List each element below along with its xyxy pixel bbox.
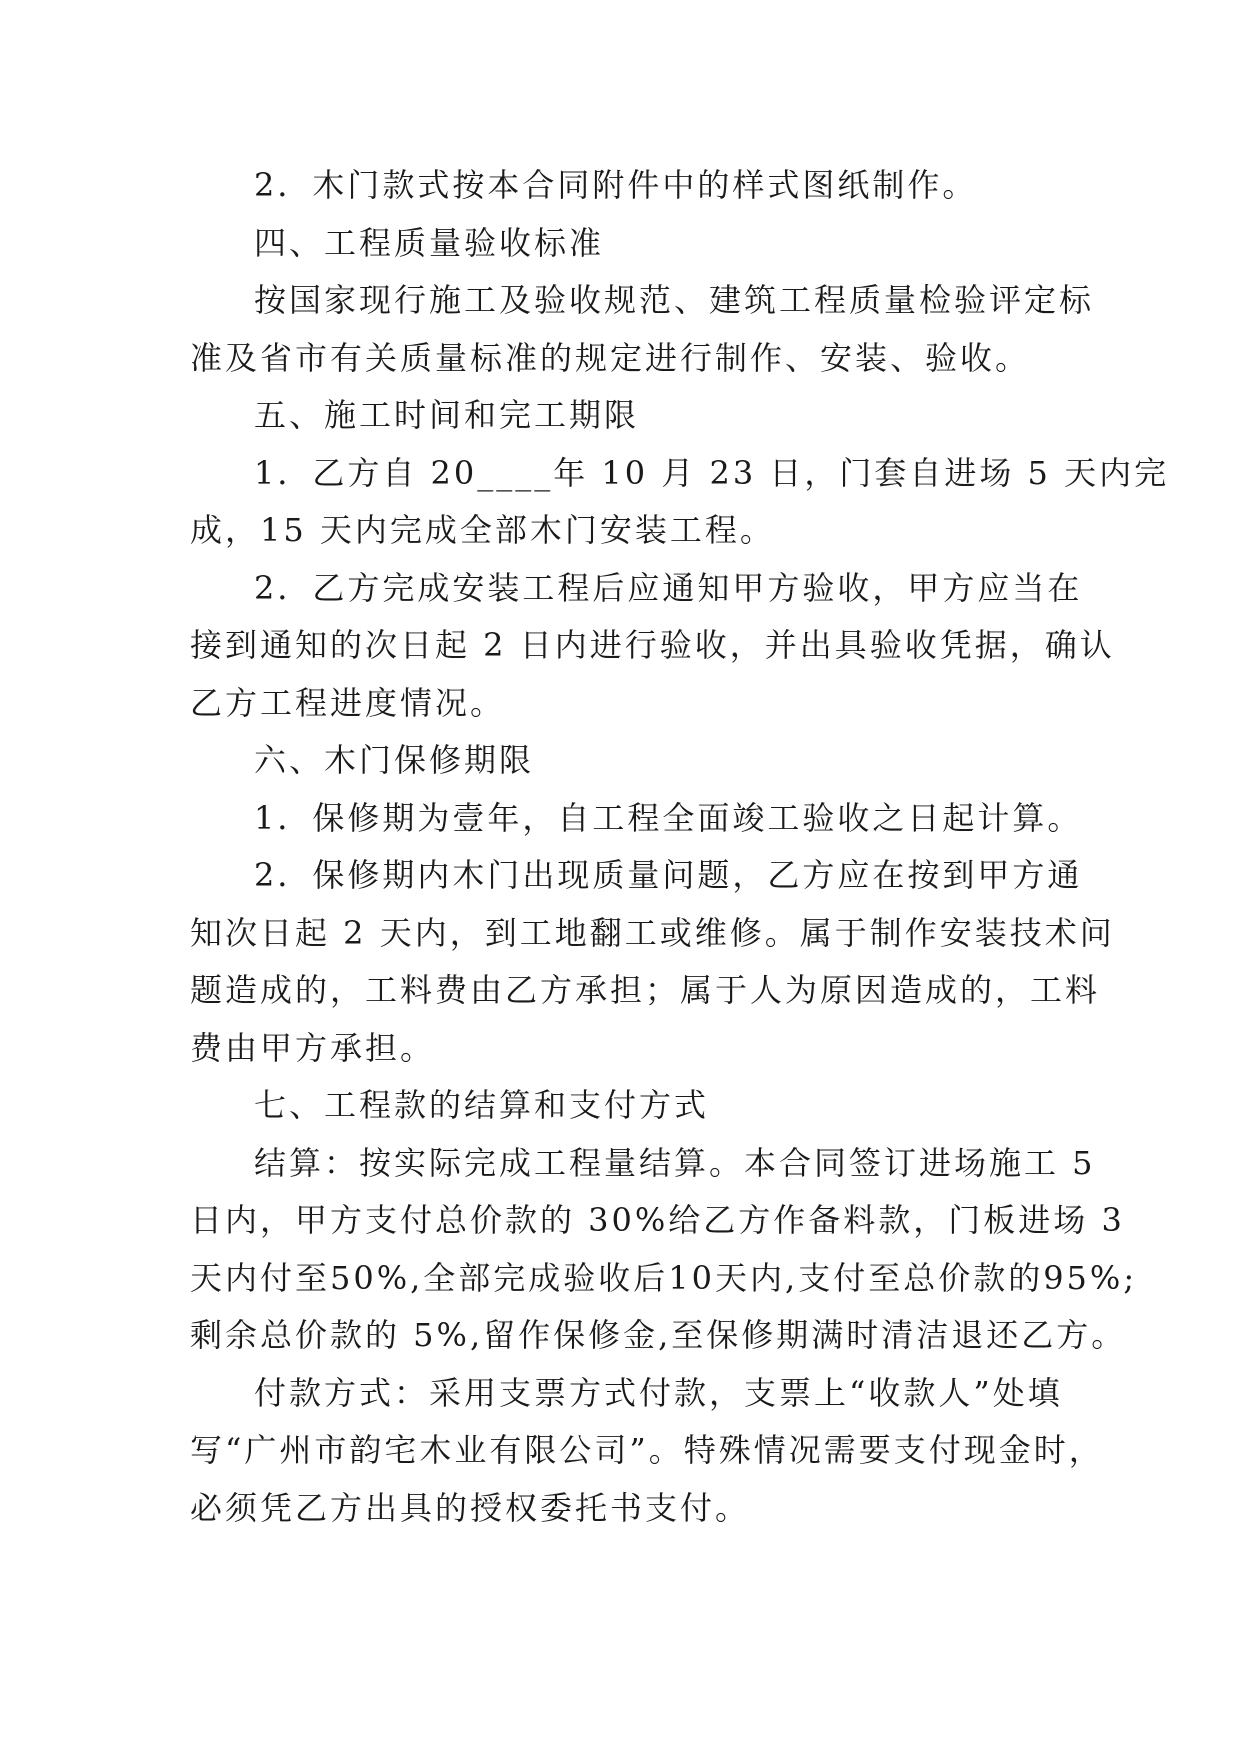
- paragraph-line: 剩余总价款的 5%,留作保修金,至保修期满时清洁退还乙方。: [190, 1316, 1127, 1354]
- paragraph-line: 天内付至50%,全部完成验收后10天内,支付至总价款的95%;: [190, 1258, 1138, 1297]
- paragraph-line: 1．保修期为壹年，自工程全面竣工验收之日起计算。: [254, 798, 1083, 837]
- paragraph-line: 结算：按实际完成工程量结算。本合同签订进场施工 5: [254, 1143, 1096, 1182]
- paragraph-line: 2．乙方完成安装工程后应通知甲方验收，甲方应当在: [254, 568, 1083, 607]
- section-heading: 七、工程款的结算和支付方式: [254, 1086, 710, 1124]
- paragraph-line: 2．木门款式按本合同附件中的样式图纸制作。: [254, 166, 978, 204]
- section-heading: 六、木门保修期限: [254, 741, 535, 779]
- paragraph-line: 付款方式：采用支票方式付款，支票上“收款人”处填: [254, 1373, 1063, 1412]
- paragraph-line: 知次日起 2 天内，到工地翻工或维修。属于制作安装技术问: [190, 913, 1115, 952]
- paragraph-line: 2．保修期内木门出现质量问题，乙方应在按到甲方通: [254, 856, 1083, 894]
- section-heading: 四、工程质量验收标准: [254, 223, 605, 262]
- paragraph-line: 接到通知的次日起 2 日内进行验收，并出具验收凭据，确认: [190, 626, 1115, 664]
- paragraph-line: 写“广州市韵宅木业有限公司”。特殊情况需要支付现金时，: [190, 1431, 1104, 1469]
- paragraph-line: 费由甲方承担。: [190, 1028, 436, 1067]
- paragraph-line: 必须凭乙方出具的授权委托书支付。: [190, 1488, 751, 1527]
- paragraph-line: 准及省市有关质量标准的规定进行制作、安装、验收。: [190, 338, 1031, 377]
- paragraph-line: 题造成的，工料费由乙方承担；属于人为原因造成的，工料: [190, 971, 1101, 1009]
- paragraph-line: 成，15 天内完成全部木门安装工程。: [190, 511, 775, 549]
- paragraph-line: 日内，甲方支付总价款的 30%给乙方作备料款，门板进场 3: [190, 1201, 1125, 1239]
- document-page: [190, 157, 1170, 1537]
- paragraph-line: 乙方工程进度情况。: [190, 683, 506, 722]
- section-heading: 五、施工时间和完工期限: [254, 396, 640, 434]
- paragraph-line: 按国家现行施工及验收规范、建筑工程质量检验评定标: [254, 281, 1095, 319]
- paragraph-line: 1．乙方自 20____年 10 月 23 日，门套自进场 5 天内完: [254, 453, 1170, 492]
